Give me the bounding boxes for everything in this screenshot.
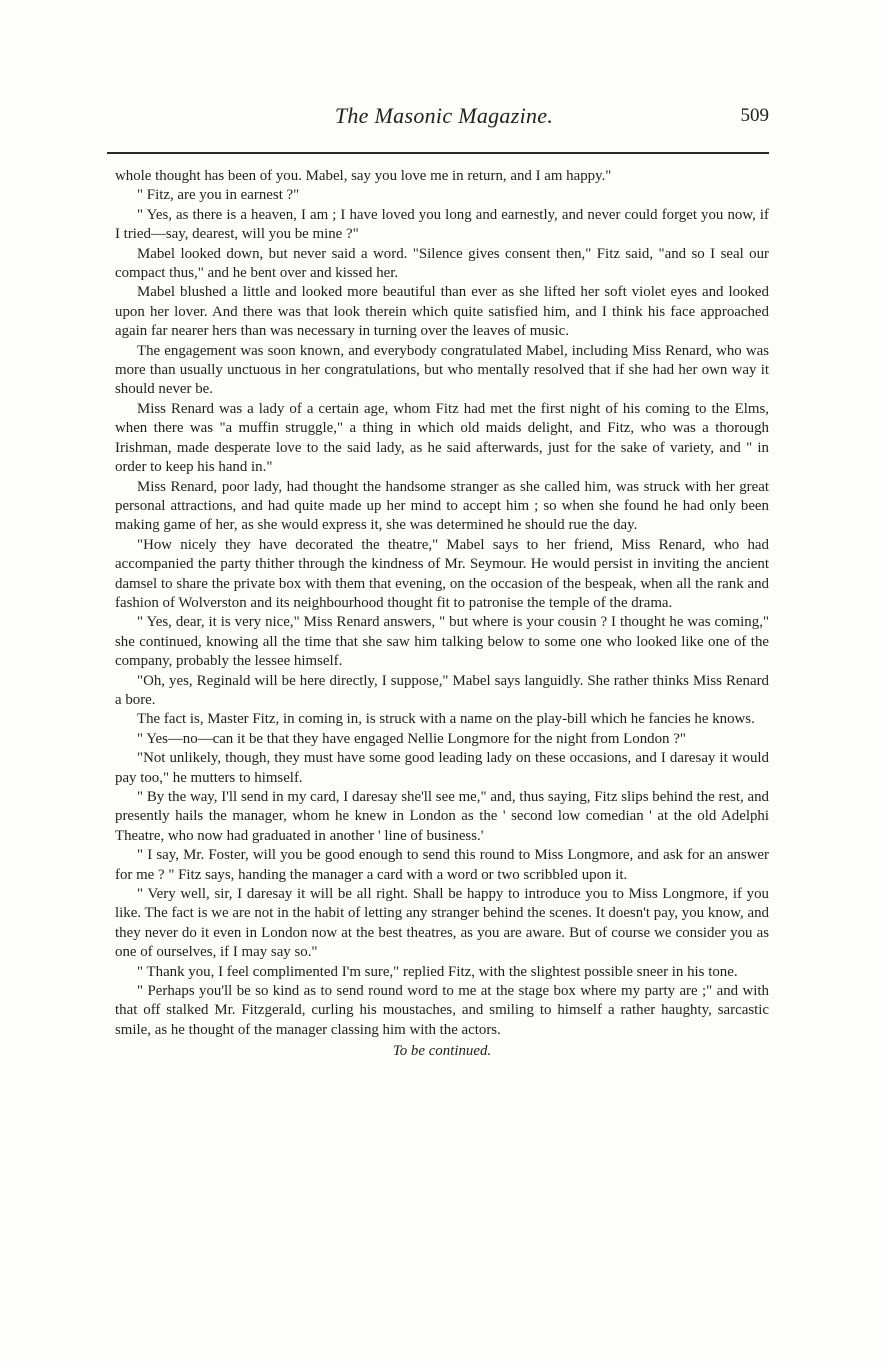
header-rule [107, 152, 769, 154]
paragraph: Mabel looked down, but never said a word. "Silence gives consent then," Fitz said, "and so I seal our compact thus," and he bent over and kissed her. [115, 245, 769, 282]
running-title: The Masonic Magazine. [334, 103, 554, 128]
paragraph: whole thought has been of you. Mabel, say you love me in return, and I am happy." [115, 168, 612, 184]
paragraph: Miss Renard was a lady of a certain age, whom Fitz had met the first night of his coming to the Elms, when there was "a muffin struggle," a thing in which old maids delight, and Fitz, who was a thorough Irishman, made desperate love to the said lady, as he said afterwards, just for the sake of variety, and " in order to keep his hand in." [115, 400, 769, 476]
story-body [115, 167, 769, 1062]
paragraph: "Oh, yes, Reginald will be here directly, I suppose," Mabel says languidly. She rather thinks Miss Renard a bore. [115, 672, 769, 708]
paragraph: " By the way, I'll send in my card, I daresay she'll see me," and, thus saying, Fitz slips behind the rest, and presently hails the manager, whom he knew in London as the ' second low comedian ' at the old Adelphi Theatre, who now had graduated in another ' line of business.' [115, 789, 769, 844]
paragraph: The fact is, Master Fitz, in coming in, is struck with a name on the play-bill which he fancies he knows. [137, 711, 755, 728]
paragraph: " I say, Mr. Foster, will you be good enough to send this round to Miss Longmore, and ask for an answer for me ? " Fitz says, handing the manager a card with a word or two scribbled upon it. [115, 847, 769, 883]
paragraph: " Yes—no—can it be that they have engaged Nellie Longmore for the night from London ?" [137, 730, 686, 747]
paragraph: "Not unlikely, though, they must have some good leading lady on these occasions, and I daresay it would pay too," he mutters to himself. [115, 750, 769, 786]
paragraph: " Very well, sir, I daresay it will be all right. Shall be happy to introduce you to Miss Longmore, if you like. The fact is we are not in the habit of letting any stranger behind the scenes. It doesn't pay, you know, and they never do it even in London now at the best theatres, as you are aware. But of course we consider you as one of ourselves, if I may say so." [115, 886, 769, 961]
paragraph: "How nicely they have decorated the theatre," Mabel says to her friend, Miss Renard, who had accompanied the party thither through the kindness of Mr. Seymour. He would persist in inviting the ancient damsel to share the private box with them that evening, on the occasion of the bespeak, when all the rank and fashion of Wolverston and its neighbourhood thought fit to patronise the temple of the drama. [115, 536, 769, 611]
paragraph: " Perhaps you'll be so kind as to send round word to me at the stage box where my party are ;" and with that off stalked Mr. Fitzgerald, curling his moustaches, and smiling to himself a rather haughty, sarcastic smile, as he thought of the manager classing him with the actors. [115, 983, 769, 1038]
to-be-continued: To be continued. [392, 1043, 492, 1060]
paragraph: The engagement was soon known, and everybody congratulated Mabel, including Miss Renard, who was more than usually unctuous in her congratulations, but who mentally resolved that if she had her own way it should never be. [115, 342, 769, 398]
paragraph: " Fitz, are you in earnest ?" [137, 187, 300, 204]
page-number: 509 [740, 105, 769, 126]
paragraph: Mabel blushed a little and looked more beautiful than ever as she lifted her soft violet eyes and looked upon her lover. And there was that look therein which quite satisfied him, and I think his face approached again far nearer hers than was necessary in turning over the leaves of music. [115, 284, 769, 340]
paragraph: " Thank you, I feel complimented I'm sure," replied Fitz, with the slightest possible sneer in his tone. [137, 963, 738, 980]
paragraph: " Yes, dear, it is very nice," Miss Renard answers, " but where is your cousin ? I thought he was coming," she continued, knowing all the time that she saw him talking below to some one who looked like one of the company, probably the lessee himself. [115, 614, 769, 670]
paragraph: " Yes, as there is a heaven, I am ; I have loved you long and earnestly, and never could forget you now, if I tried—say, dearest, will you be mine ?" [115, 206, 769, 243]
paragraph: Miss Renard, poor lady, had thought the handsome stranger as she called him, was struck with her great personal attractions, and had quite made up her mind to accept him ; so when she found he had only been making game of her, as she would express it, she was determined he should rue the day. [115, 478, 769, 534]
